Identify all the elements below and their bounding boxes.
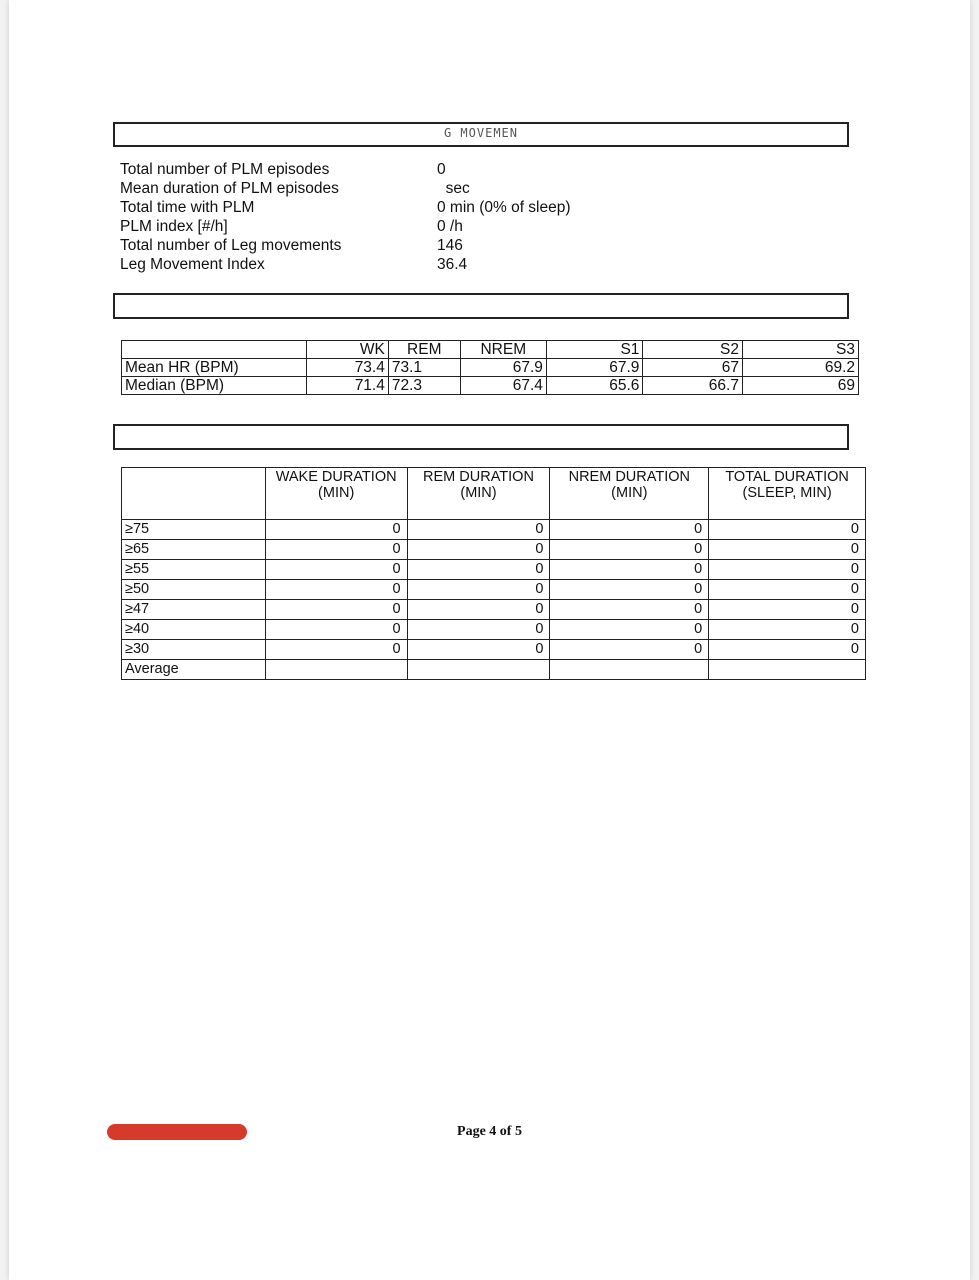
column-header: WK <box>306 341 388 359</box>
column-header: S2 <box>643 341 743 359</box>
table-row <box>122 600 866 620</box>
table-cell: 0 <box>407 520 550 540</box>
table-cell: 0 <box>709 540 866 560</box>
column-header: REM <box>388 341 460 359</box>
page-number: Page 4 of 5 <box>457 1124 522 1139</box>
table-cell: 66.7 <box>643 377 743 395</box>
table-cell: 0 <box>550 520 709 540</box>
column-header: TOTAL DURATION (SLEEP, MIN) <box>709 468 866 520</box>
table-cell <box>407 660 550 680</box>
column-header: WAKE DURATION (MIN) <box>265 468 407 520</box>
table-row <box>122 377 859 395</box>
table-cell: 0 <box>709 620 866 640</box>
table-cell: 65.6 <box>546 377 642 395</box>
table-cell: 0 <box>709 600 866 620</box>
row-label: ≥55 <box>122 560 266 580</box>
table-cell: 69 <box>742 377 858 395</box>
table-cell: 0 <box>407 580 550 600</box>
plm-label: Total number of PLM episodes <box>120 161 330 178</box>
column-header <box>122 341 307 359</box>
duration-table <box>121 467 866 680</box>
table-cell: 0 <box>550 540 709 560</box>
row-label: Mean HR (BPM) <box>122 359 307 377</box>
table-cell: 0 <box>265 520 407 540</box>
table-row <box>122 520 866 540</box>
plm-value: sec <box>437 180 470 197</box>
table-row <box>122 640 866 660</box>
hr-section-header <box>113 293 849 319</box>
plm-label: Total time with PLM <box>120 199 255 216</box>
table-cell <box>550 660 709 680</box>
table-cell: 67.9 <box>546 359 642 377</box>
table-cell: 69.2 <box>742 359 858 377</box>
table-cell: 0 <box>265 560 407 580</box>
table-cell: 0 <box>550 640 709 660</box>
table-cell: 67.9 <box>460 359 546 377</box>
table-row <box>122 540 866 560</box>
column-header: NREM <box>460 341 546 359</box>
table-cell: 0 <box>265 640 407 660</box>
duration-section-header <box>113 424 849 450</box>
table-cell <box>709 660 866 680</box>
table-cell: 0 <box>265 600 407 620</box>
column-header: NREM DURATION (MIN) <box>550 468 709 520</box>
row-label: ≥30 <box>122 640 266 660</box>
table-cell: 0 <box>265 540 407 560</box>
table-cell: 0 <box>550 600 709 620</box>
table-cell: 0 <box>265 580 407 600</box>
row-label: ≥50 <box>122 580 266 600</box>
table-cell: 0 <box>709 560 866 580</box>
column-header <box>122 468 266 520</box>
plm-value: 0 min (0% of sleep) <box>437 199 571 216</box>
plm-value: 146 <box>437 237 463 254</box>
row-label: Median (BPM) <box>122 377 307 395</box>
table-cell: 0 <box>265 620 407 640</box>
row-label: ≥75 <box>122 520 266 540</box>
column-header: S3 <box>742 341 858 359</box>
plm-label: PLM index [#/h] <box>120 218 228 235</box>
plm-value: 0 <box>437 161 446 178</box>
plm-value: 36.4 <box>437 256 468 273</box>
table-header-row <box>122 468 866 520</box>
plm-value: 0 /h <box>437 218 463 235</box>
table-cell: 0 <box>709 520 866 540</box>
table-cell: 0 <box>407 560 550 580</box>
table-row <box>122 620 866 640</box>
table-cell: 0 <box>550 560 709 580</box>
plm-section-header <box>113 122 849 147</box>
table-row <box>122 660 866 680</box>
plm-label: Mean duration of PLM episodes <box>120 180 339 197</box>
row-label: ≥47 <box>122 600 266 620</box>
table-cell: 0 <box>407 620 550 640</box>
table-cell: 67.4 <box>460 377 546 395</box>
column-header: S1 <box>546 341 642 359</box>
table-cell: 0 <box>407 600 550 620</box>
table-cell: 0 <box>407 640 550 660</box>
table-cell: 0 <box>407 540 550 560</box>
plm-label: Total number of Leg movements <box>120 237 342 254</box>
row-label: ≥40 <box>122 620 266 640</box>
table-cell: 0 <box>550 580 709 600</box>
table-cell: 0 <box>709 580 866 600</box>
table-cell: 71.4 <box>306 377 388 395</box>
table-row <box>122 560 866 580</box>
table-cell: 0 <box>709 640 866 660</box>
table-cell: 67 <box>643 359 743 377</box>
table-cell <box>265 660 407 680</box>
table-header-row <box>122 341 859 359</box>
table-cell: 73.4 <box>306 359 388 377</box>
row-label: Average <box>122 660 266 680</box>
table-cell: 73.1 <box>388 359 460 377</box>
plm-section-title: G MOVEMEN <box>443 126 519 140</box>
column-header: REM DURATION (MIN) <box>407 468 550 520</box>
table-row <box>122 359 859 377</box>
heart-rate-table <box>121 340 859 395</box>
table-row <box>122 580 866 600</box>
table-cell: 0 <box>550 620 709 640</box>
row-label: ≥65 <box>122 540 266 560</box>
table-cell: 72.3 <box>388 377 460 395</box>
plm-label: Leg Movement Index <box>120 256 265 273</box>
